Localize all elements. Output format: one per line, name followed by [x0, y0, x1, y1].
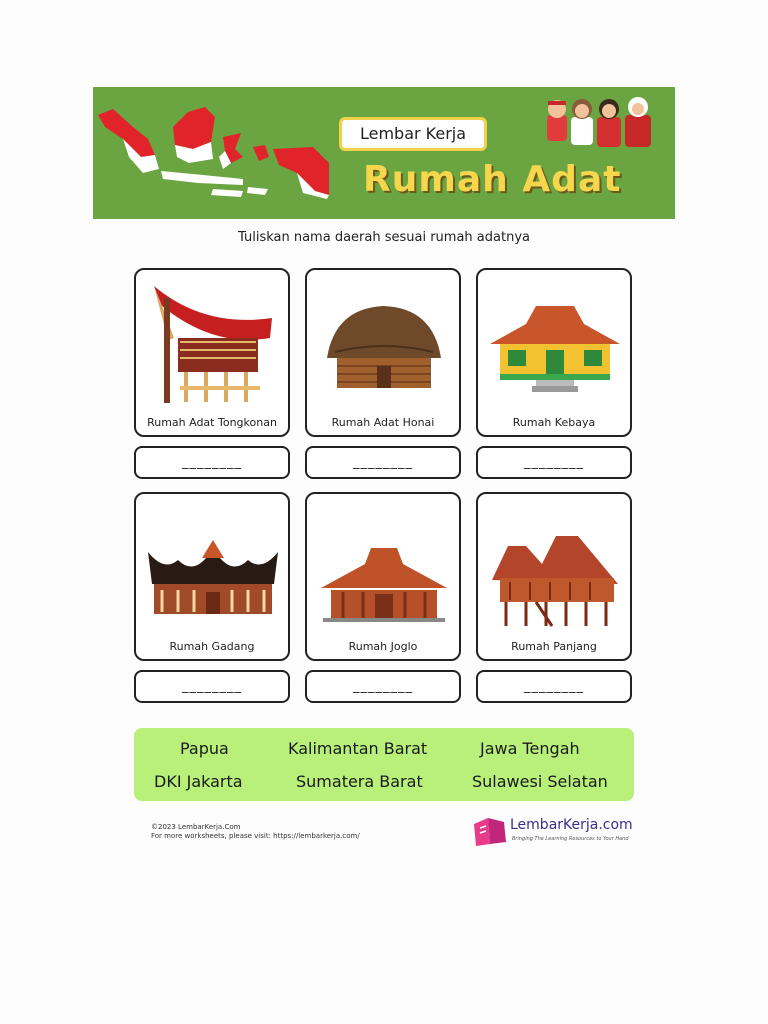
- visit-link[interactable]: For more worksheets, please visit: https://lembarkerja.com/: [151, 832, 360, 840]
- option-item: Sumatera Barat: [296, 772, 423, 791]
- answer-field-gadang[interactable]: ________: [134, 670, 290, 703]
- header-banner: [93, 87, 675, 219]
- logo-name: LembarKerja.com: [510, 817, 633, 833]
- house-card-gadang: [134, 492, 290, 661]
- footer-credits: [151, 823, 360, 841]
- house-label: Rumah Gadang: [169, 640, 255, 653]
- house-label: Rumah Panjang: [511, 640, 597, 653]
- house-card-tongkonan: [134, 268, 290, 437]
- answer-field-honai[interactable]: ________: [305, 446, 461, 479]
- option-item: Papua: [180, 739, 229, 758]
- house-card-panjang: [476, 492, 632, 661]
- lembarkerja-logo[interactable]: [472, 814, 637, 850]
- joglo-house-icon: [315, 502, 453, 630]
- tongkonan-house-icon: [144, 278, 282, 406]
- option-item: Sulawesi Selatan: [472, 772, 608, 791]
- option-item: DKI Jakarta: [154, 772, 243, 791]
- copyright-text: ©2023 LembarKerja.Com: [151, 823, 241, 831]
- book-logo-icon: [472, 816, 508, 848]
- logo-tagline: Bringing The Learning Resources to Your Hand: [512, 836, 629, 842]
- honai-house-icon: [315, 278, 453, 406]
- option-item: Jawa Tengah: [480, 739, 580, 758]
- answer-field-panjang[interactable]: ________: [476, 670, 632, 703]
- house-label: Rumah Adat Tongkonan: [147, 416, 277, 429]
- house-label: Rumah Adat Honai: [331, 416, 435, 429]
- panjang-house-icon: [486, 502, 624, 630]
- indonesia-map-icon: [93, 87, 333, 219]
- kebaya-house-icon: [486, 278, 624, 406]
- worksheet-badge: Lembar Kerja: [339, 117, 487, 151]
- gadang-house-icon: [144, 502, 282, 630]
- page-title: Rumah Adat: [363, 159, 622, 200]
- house-card-kebaya: [476, 268, 632, 437]
- house-label: Rumah Joglo: [348, 640, 418, 653]
- answer-field-kebaya[interactable]: ________: [476, 446, 632, 479]
- children-illustration-icon: [543, 95, 655, 155]
- region-options-box: [134, 728, 634, 801]
- answer-field-tongkonan[interactable]: ________: [134, 446, 290, 479]
- house-label: Rumah Kebaya: [512, 416, 596, 429]
- instruction-text: Tuliskan nama daerah sesuai rumah adatnya: [238, 230, 530, 245]
- option-item: Kalimantan Barat: [288, 739, 428, 758]
- answer-field-joglo[interactable]: ________: [305, 670, 461, 703]
- house-card-joglo: [305, 492, 461, 661]
- house-card-honai: [305, 268, 461, 437]
